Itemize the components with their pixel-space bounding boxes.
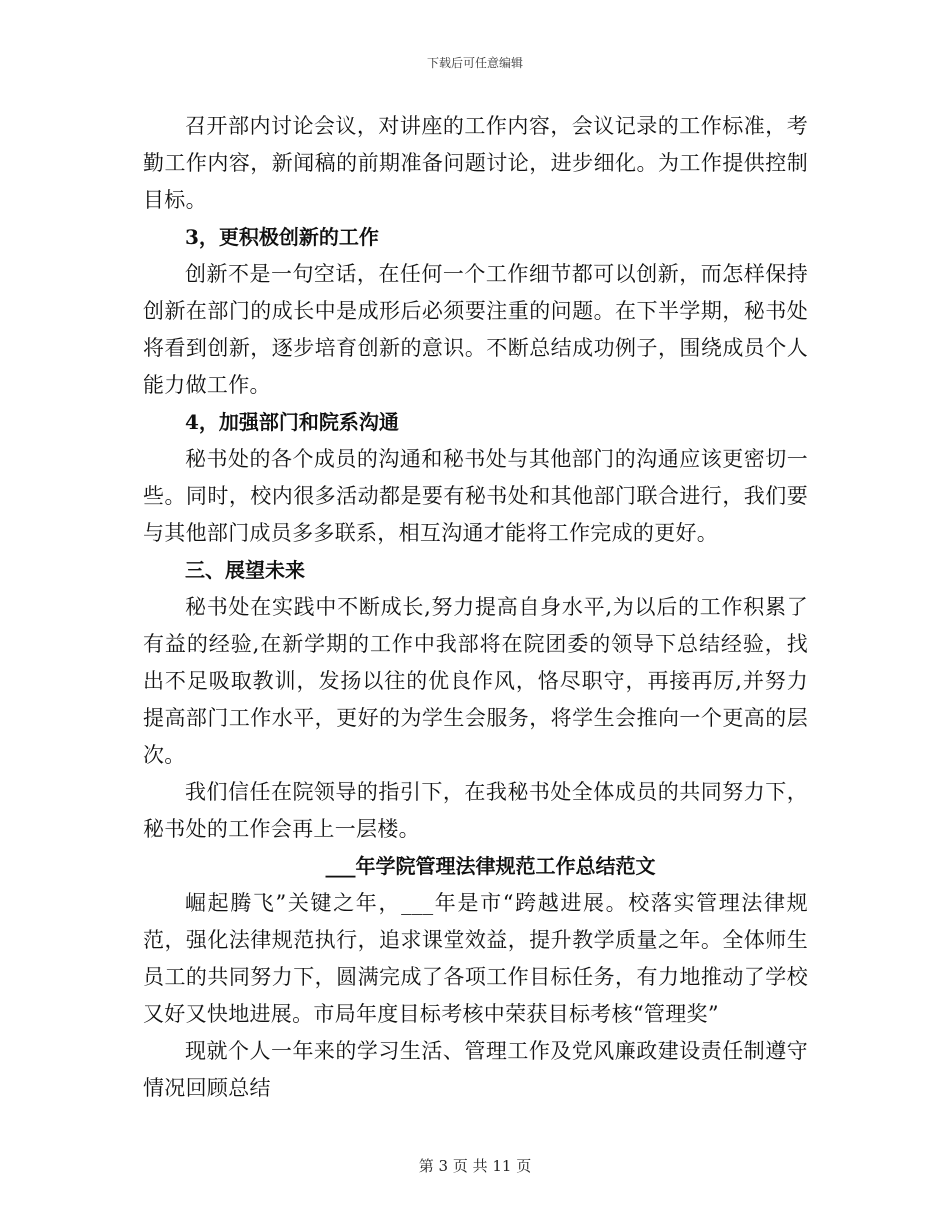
page-header-note: 下载后可任意编辑 bbox=[426, 56, 523, 70]
paragraph-rise: 崛起腾飞”关键之年，___年是市“跨越进展。校落实管理法律规范，强化法律规范执行，追求课堂效益，提升教学质量之年。全体师生员工的共同努力下，圆满完成了各项工作目标任务，有力地推动了学校又好又快地进展。市局年度目标考核中荣获目标考核“管理奖” bbox=[143, 891, 808, 1026]
paragraph-trust: 我们信任在院领导的指引下，在我秘书处全体成员的共同努力下，秘书处的工作会再上一层楼。 bbox=[143, 780, 808, 841]
heading-communication: 4，加强部门和院系沟通 bbox=[185, 410, 399, 434]
paragraph-communication: 秘书处的各个成员的沟通和秘书处与其他部门的沟通应该更密切一些。同时，校内很多活动都是要有秘书处和其他部门联合进行，我们要与其他部门成员多多联系，相互沟通才能将工作完成的更好。 bbox=[143, 447, 808, 545]
section-title: ___年学院管理法律规范工作总结范文 bbox=[325, 854, 656, 878]
heading-innovation: 3，更积极创新的工作 bbox=[185, 225, 379, 249]
paragraph-innovation: 创新不是一句空话，在任何一个工作细节都可以创新，而怎样保持创新在部门的成长中是成形后必须要注重的问题。在下半学期，秘书处将看到创新，逐步培育创新的意识。不断总结成功例子，围绕成员个人能力做工作。 bbox=[143, 262, 808, 397]
document-body bbox=[143, 108, 808, 1107]
page-number: 第 3 页 共 11 页 bbox=[418, 1157, 532, 1175]
paragraph-outlook: 秘书处在实践中不断成长,努力提高自身水平,为以后的工作积累了有益的经验,在新学期的工作中我部将在院团委的领导下总结经验，找出不足吸取教训，发扬以往的优良作风，恪尽职守，再接再厉,并努力提高部门工作水平，更好的为学生会服务，将学生会推向一个更高的层次。 bbox=[143, 595, 808, 767]
heading-outlook: 三、展望未来 bbox=[185, 558, 305, 582]
paragraph-review: 现就个人一年来的学习生活、管理工作及党风廉政建设责任制遵守情况回顾总结 bbox=[143, 1039, 808, 1100]
paragraph-meeting: 召开部内讨论会议，对讲座的工作内容，会议记录的工作标准，考勤工作内容，新闻稿的前期准备问题讨论，进步细化。为工作提供控制目标。 bbox=[143, 114, 808, 212]
